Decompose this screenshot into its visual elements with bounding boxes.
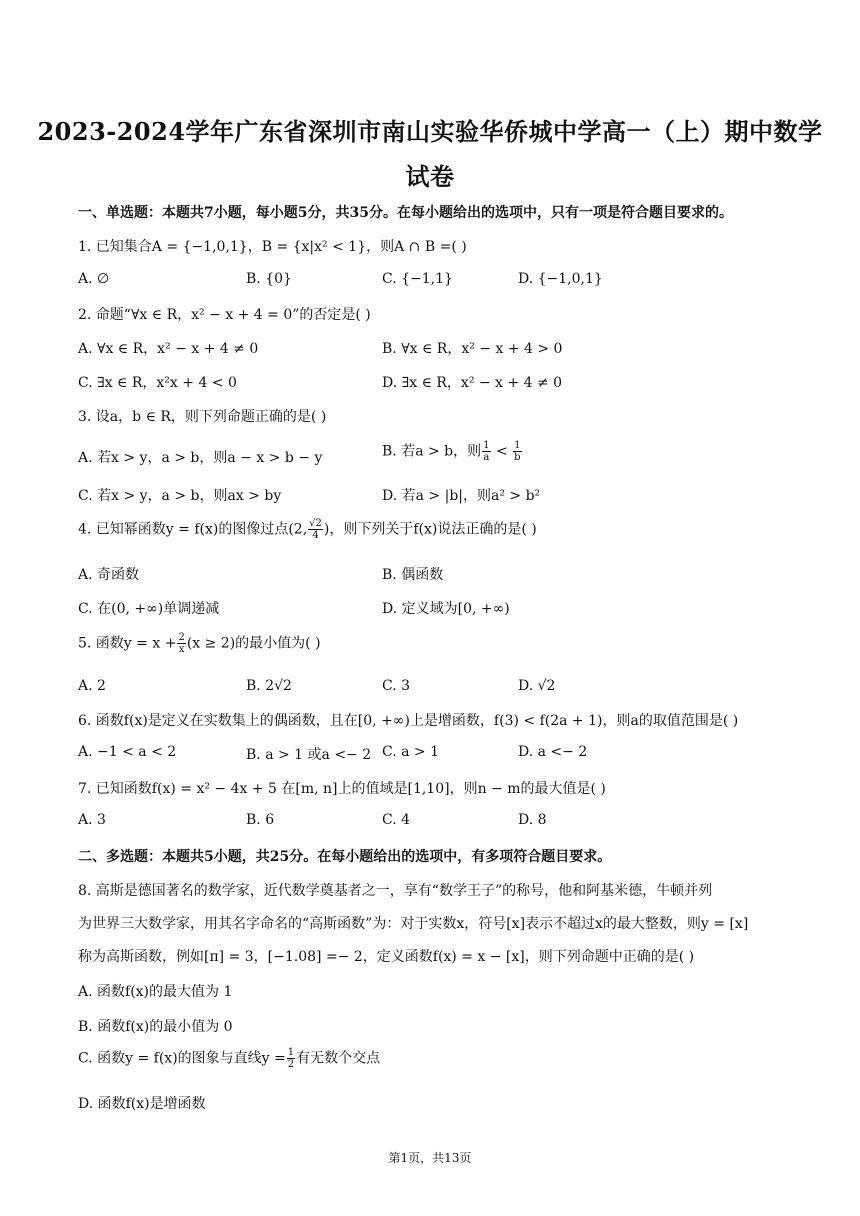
page-title-line1: 2023-2024学年广东省深圳市南山实验华侨城中学高一（上）期中数学 bbox=[37, 117, 823, 146]
question-2-option-d: D. ∃x ∈ R，x² − x + 4 ≠ 0 bbox=[382, 375, 563, 391]
question-1-stem: 1. 已知集合A = {−1,0,1}，B = {x|x² < 1}，则A ∩ B =( ) bbox=[78, 239, 467, 255]
question-7-stem: 7. 已知函数f(x) = x² − 4x + 5 在[m, n]上的值域是[1,10]，则n − m的最大值是( ) bbox=[78, 781, 606, 797]
question-4-option-b: B. 偶函数 bbox=[382, 567, 444, 583]
question-2-option-a: A. ∀x ∈ R，x² − x + 4 ≠ 0 bbox=[78, 341, 259, 357]
question-3-stem: 3. 设a，b ∈ R，则下列命题正确的是( ) bbox=[78, 409, 327, 425]
question-7-option-c: C. 4 bbox=[382, 812, 411, 828]
question-7-option-b: B. 6 bbox=[246, 812, 275, 828]
question-3-option-a: A. 若x > y，a > b，则a − x > b − y bbox=[78, 450, 323, 466]
question-1-option-c: C. {−1,1} bbox=[382, 271, 453, 287]
question-6-option-c: C. a > 1 bbox=[382, 744, 439, 760]
fraction: $\frac{1}{b}$ bbox=[514, 440, 521, 463]
question-5-option-d: D. √2 bbox=[518, 678, 556, 694]
question-2-stem: 2. 命题“∀x ∈ R，x² − x + 4 = 0”的否定是( ) bbox=[78, 307, 371, 323]
question-3-option-b: B. 若a > b，则 $\frac{1}{a}$ < $\frac{1}{b}$ bbox=[382, 440, 521, 463]
question-5-option-a: A. 2 bbox=[78, 678, 106, 694]
question-8-line-2: 为世界三大数学家，用其名字命名的“高斯函数”为：对于实数x，符号[x]表示不超过x的最大整数，则y = [x] bbox=[78, 916, 749, 932]
question-6-option-b: B. a > 1 或a <− 2 bbox=[246, 747, 372, 763]
question-4-stem: 4. 已知幂函数y = f(x)的图像过点(2, $\frac{√2}{4}$ )，则下列关于f(x)说法正确的是( ) bbox=[78, 518, 537, 541]
question-1-option-a: A. ∅ bbox=[78, 271, 110, 287]
page-title-line2: 试卷 bbox=[405, 162, 455, 191]
question-1-option-d: D. {−1,0,1} bbox=[518, 271, 603, 287]
page-footer: 第1页，共13页 bbox=[388, 1151, 472, 1165]
section-single-choice: 一、单选题：本题共7小题，每小题5分，共35分。在每小题给出的选项中，只有一项是符合题目要求的。 bbox=[78, 205, 733, 221]
question-8-option-b: B. 函数f(x)的最小值为 0 bbox=[78, 1019, 233, 1035]
question-5-option-c: C. 3 bbox=[382, 678, 411, 694]
question-8-line-3: 称为高斯函数，例如[π] = 3，[−1.08] =− 2，定义函数f(x) = x − [x]，则下列命题中正确的是( ) bbox=[78, 949, 695, 965]
question-6-option-d: D. a <− 2 bbox=[518, 744, 588, 760]
question-7-option-a: A. 3 bbox=[78, 812, 106, 828]
question-3-option-d: D. 若a > |b|，则a² > b² bbox=[382, 488, 541, 504]
question-2-option-c: C. ∃x ∈ R，x²x + 4 < 0 bbox=[78, 375, 237, 391]
fraction: $\frac{√2}{4}$ bbox=[309, 518, 322, 541]
question-3-option-b-prefix: B. 若a > b，则 bbox=[382, 443, 482, 460]
fraction: $\frac{1}{a}$ bbox=[483, 440, 490, 463]
question-6-option-a: A. −1 < a < 2 bbox=[78, 744, 177, 760]
question-5-option-b: B. 2√2 bbox=[246, 678, 292, 694]
question-6-stem: 6. 函数f(x)是定义在实数集上的偶函数，且在[0, +∞)上是增函数，f(3) < f(2a + 1)，则a的取值范围是( ) bbox=[78, 713, 739, 729]
question-7-option-d: D. 8 bbox=[518, 812, 547, 828]
fraction: $\frac{1}{2}$ bbox=[287, 1047, 295, 1070]
question-4-option-a: A. 奇函数 bbox=[78, 567, 140, 583]
question-3-option-c: C. 若x > y，a > b，则ax > by bbox=[78, 488, 282, 504]
section-multiple-choice: 二、多选题：本题共5小题，共25分。在每小题给出的选项中，有多项符合题目要求。 bbox=[78, 849, 612, 865]
fraction: $\frac{2}{x}$ bbox=[178, 632, 185, 655]
question-5-stem: 5. 函数y = x + $\frac{2}{x}$ (x ≥ 2)的最小值为( ) bbox=[78, 632, 321, 655]
question-4-option-d: D. 定义域为[0, +∞) bbox=[382, 601, 510, 617]
question-8-option-c: C. 函数y = f(x)的图象与直线y = $\frac{1}{2}$ 有无数个交点 bbox=[78, 1047, 381, 1070]
question-4-option-c: C. 在(0, +∞)单调递减 bbox=[78, 601, 220, 617]
question-1-option-b: B. {0} bbox=[246, 271, 292, 287]
question-8-option-d: D. 函数f(x)是增函数 bbox=[78, 1096, 206, 1112]
question-8-option-a: A. 函数f(x)的最大值为 1 bbox=[78, 984, 233, 1000]
question-8-line-1: 8. 高斯是德国著名的数学家，近代数学奠基者之一，享有“数学王子”的称号，他和阿基米德，牛顿并列 bbox=[78, 883, 713, 899]
question-2-option-b: B. ∀x ∈ R，x² − x + 4 > 0 bbox=[382, 341, 563, 357]
